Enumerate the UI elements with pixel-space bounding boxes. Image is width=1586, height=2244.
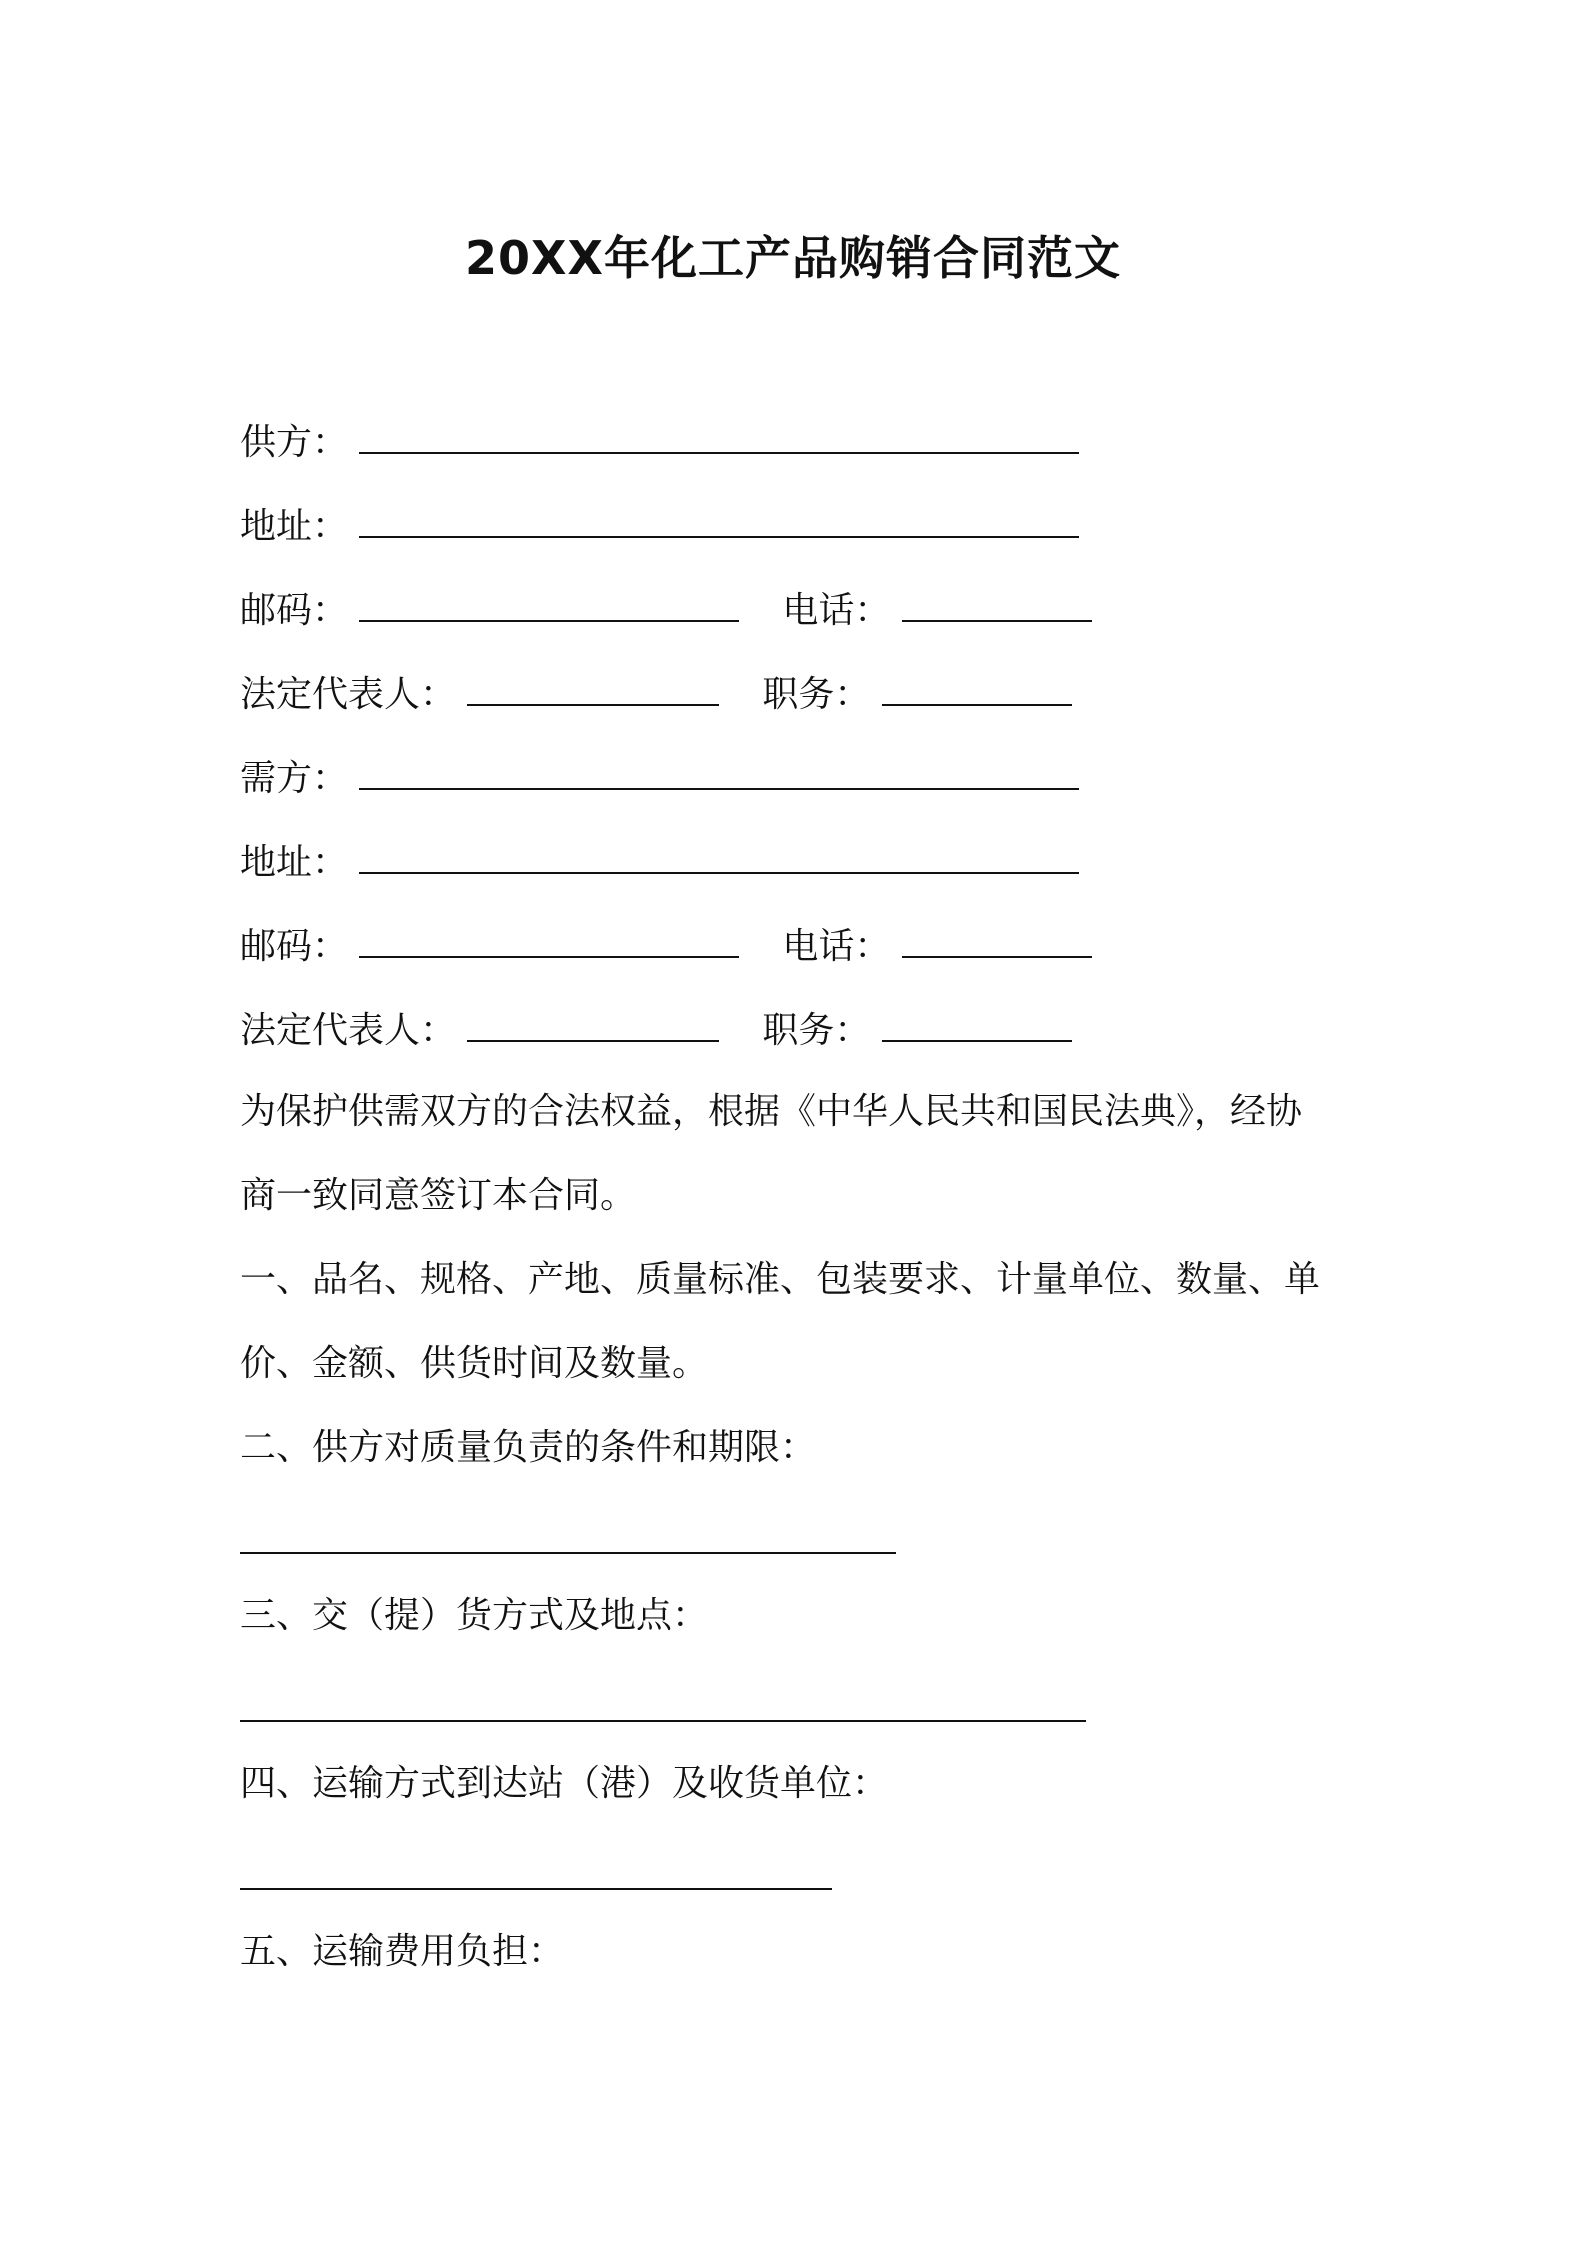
supplier-legal-rep-blank[interactable] xyxy=(467,668,719,706)
buyer-legal-rep-label: 法定代表人： xyxy=(240,1010,457,1051)
supplier-postcode-blank[interactable] xyxy=(359,584,739,622)
supplier-party-label: 供方： xyxy=(240,422,349,463)
clause-4-heading: 四、运输方式到达站（港）及收货单位： xyxy=(240,1763,889,1804)
buyer-phone-label: 电话： xyxy=(782,926,891,967)
buyer-party-line xyxy=(240,752,1079,803)
clause-4-blank[interactable] xyxy=(240,1888,832,1890)
clause-2-blank[interactable] xyxy=(240,1552,896,1554)
intro-paragraph-line-2: 商一致同意签订本合同。 xyxy=(240,1175,637,1216)
supplier-party-line xyxy=(240,416,1079,467)
buyer-postcode-line xyxy=(240,920,1092,971)
buyer-legal-rep-line xyxy=(240,1004,1072,1055)
supplier-party-blank[interactable] xyxy=(359,416,1079,454)
buyer-phone-blank[interactable] xyxy=(902,920,1092,958)
supplier-postcode-line xyxy=(240,584,1092,635)
clause-1-line-1: 一、品名、规格、产地、质量标准、包装要求、计量单位、数量、单 xyxy=(240,1259,1321,1300)
intro-paragraph-line-1: 为保护供需双方的合法权益，根据《中华人民共和国民法典》，经协 xyxy=(240,1091,1303,1132)
supplier-address-label: 地址： xyxy=(240,506,349,547)
buyer-address-line xyxy=(240,836,1079,887)
clause-3-blank[interactable] xyxy=(240,1720,1086,1722)
supplier-legal-rep-label: 法定代表人： xyxy=(240,674,457,715)
supplier-phone-label: 电话： xyxy=(782,590,891,631)
buyer-legal-rep-blank[interactable] xyxy=(467,1004,719,1042)
document-title: 20XX年化工产品购销合同范文 xyxy=(465,231,1121,285)
buyer-position-label: 职务： xyxy=(762,1010,871,1051)
clause-3-heading: 三、交（提）货方式及地点： xyxy=(240,1595,709,1636)
buyer-address-blank[interactable] xyxy=(359,836,1079,874)
clause-1-line-2: 价、金额、供货时间及数量。 xyxy=(240,1343,709,1384)
supplier-address-blank[interactable] xyxy=(359,500,1079,538)
buyer-address-label: 地址： xyxy=(240,842,349,883)
supplier-position-blank[interactable] xyxy=(882,668,1072,706)
buyer-postcode-blank[interactable] xyxy=(359,920,739,958)
supplier-postcode-label: 邮码： xyxy=(240,590,349,631)
buyer-party-blank[interactable] xyxy=(359,752,1079,790)
clause-5-heading: 五、运输费用负担： xyxy=(240,1931,565,1972)
supplier-phone-blank[interactable] xyxy=(902,584,1092,622)
buyer-position-blank[interactable] xyxy=(882,1004,1072,1042)
buyer-party-label: 需方： xyxy=(240,758,349,799)
supplier-position-label: 职务： xyxy=(762,674,871,715)
clause-2-heading: 二、供方对质量负责的条件和期限： xyxy=(240,1427,817,1468)
supplier-legal-rep-line xyxy=(240,668,1072,719)
buyer-postcode-label: 邮码： xyxy=(240,926,349,967)
supplier-address-line xyxy=(240,500,1079,551)
